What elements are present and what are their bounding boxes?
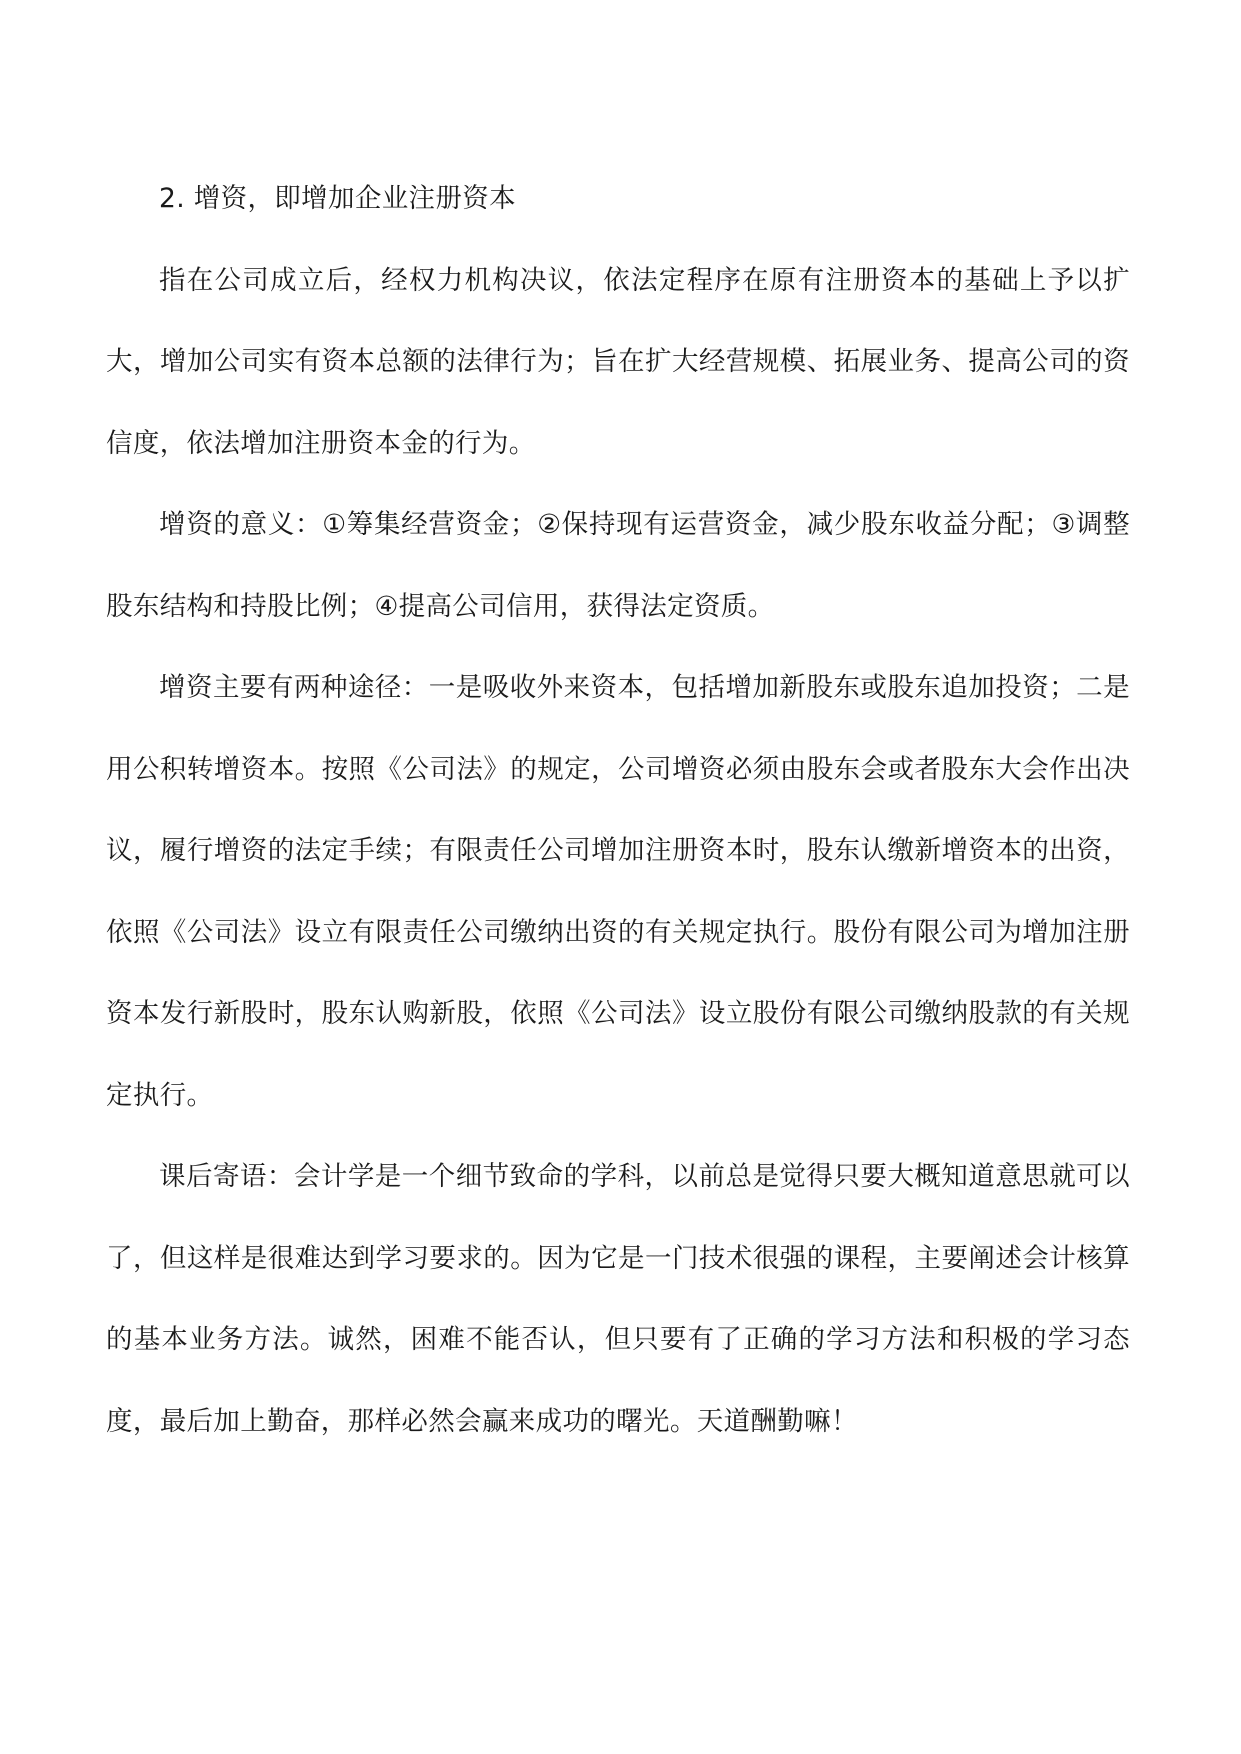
section-heading: 2. 增资，即增加企业注册资本	[159, 183, 516, 214]
paragraph-closing-remarks: 课后寄语：会计学是一个细节致命的学科，以前总是觉得只要大概知道意思就可以了，但这样是很难达到学习要求的。因为它是一门技术很强的课程，主要阐述会计核算的基本业务方法。诚然，困难不能否认，但只要有了正确的学习方法和积极的学习态度，最后加上勤奋，那样必然会赢来成功的曙光。天道酬勤嘛！	[106, 1161, 1130, 1437]
paragraph-approaches: 增资主要有两种途径：一是吸收外来资本，包括增加新股东或股东追加投资；二是用公积转增资本。按照《公司法》的规定，公司增资必须由股东会或者股东大会作出决议，履行增资的法定手续；有限责任公司增加注册资本时，股东认缴新增资本的出资，依照《公司法》设立有限责任公司缴纳出资的有关规定执行。股份有限公司为增加注册资本发行新股时，股东认购新股，依照《公司法》设立股份有限公司缴纳股款的有关规定执行。	[106, 672, 1130, 1111]
paragraph-significance: 增资的意义：①筹集经营资金；②保持现有运营资金，减少股东收益分配；③调整股东结构和持股比例；④提高公司信用，获得法定资质。	[106, 509, 1130, 622]
paragraph-definition: 指在公司成立后，经权力机构决议，依法定程序在原有注册资本的基础上予以扩大，增加公司实有资本总额的法律行为；旨在扩大经营规模、拓展业务、提高公司的资信度，依法增加注册资本金的行为。	[106, 264, 1130, 459]
document-body	[106, 158, 1130, 1462]
